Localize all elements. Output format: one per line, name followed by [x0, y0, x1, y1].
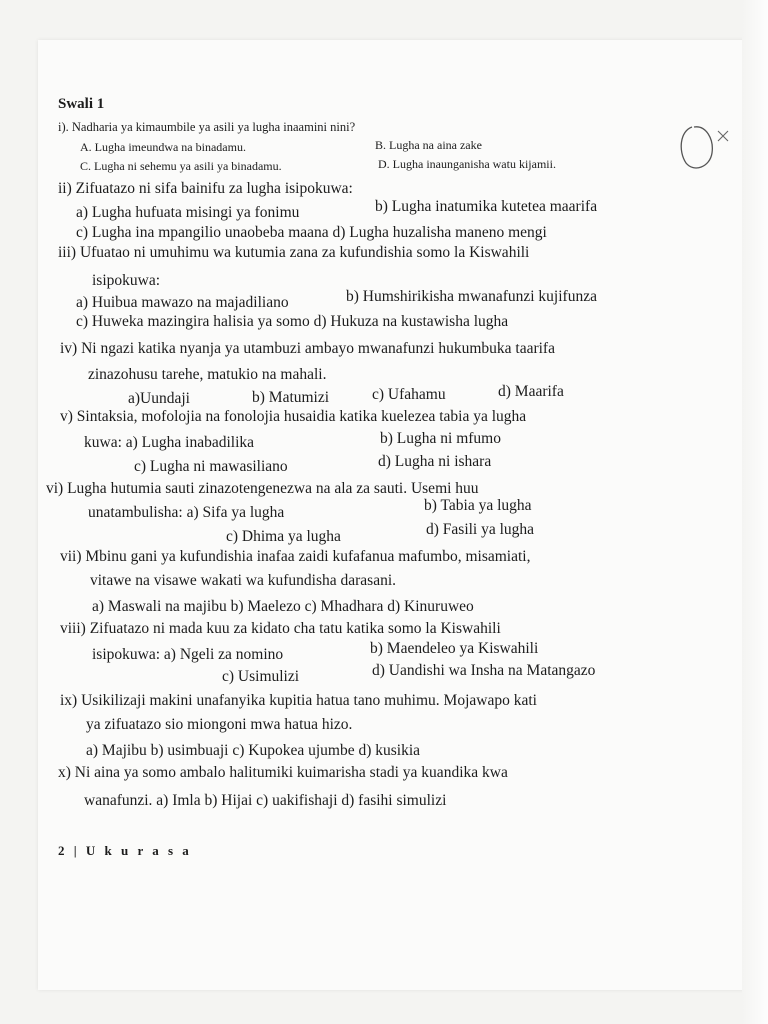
- q4-option-b: b) Matumizi: [252, 389, 330, 406]
- q1-option-c: C. Lugha ni sehemu ya asili ya binadamu.: [80, 159, 282, 173]
- question-4: iv) Ni ngazi katika nyanja ya utambuzi ambayo mwanafunzi hukumbuka taarifa: [60, 340, 555, 357]
- question-3-cont: isipokuwa:: [92, 272, 161, 289]
- q8-option-c: c) Usimulizi: [222, 668, 300, 685]
- q8-option-b: b) Maendeleo ya Kiswahili: [370, 640, 539, 657]
- question-8: viii) Zifuatazo ni mada kuu za kidato cha tatu katika somo la Kiswahili: [60, 620, 501, 637]
- q9-options: a) Majibu b) usimbuaji c) Kupokea ujumbe d) kusikia: [86, 742, 421, 759]
- q1-option-a: A. Lugha imeundwa na binadamu.: [80, 140, 246, 154]
- q2-option-a: a) Lugha hufuata misingi ya fonimu: [76, 204, 300, 221]
- pencil-mark-icon: [672, 117, 742, 175]
- q4-option-a: a)Uundaji: [128, 390, 190, 407]
- question-6-cont: unatambulisha: a) Sifa ya lugha: [88, 504, 285, 521]
- question-10: x) Ni aina ya somo ambalo halitumiki kuimarisha stadi ya kuandika kwa: [58, 764, 508, 781]
- q2-option-b: b) Lugha inatumika kutetea maarifa: [375, 198, 598, 215]
- question-8-cont: isipokuwa: a) Ngeli za nomino: [92, 646, 284, 663]
- question-10-cont: wanafunzi. a) Imla b) Hijai c) uakifishaji d) fasihi simulizi: [84, 792, 447, 809]
- q1-option-b: B. Lugha na aina zake: [375, 138, 482, 152]
- question-4-cont: zinazohusu tarehe, matukio na mahali.: [88, 366, 327, 383]
- page-footer: 2 | U k u r a s a: [58, 843, 192, 858]
- q6-option-d: d) Fasili ya lugha: [426, 521, 535, 538]
- question-3: iii) Ufuatao ni umuhimu wa kutumia zana za kufundishia somo la Kiswahili: [58, 244, 530, 261]
- q8-option-d: d) Uandishi wa Insha na Matangazo: [372, 662, 596, 679]
- section-title: Swali 1: [58, 96, 105, 112]
- question-2: ii) Zifuatazo ni sifa bainifu za lugha isipokuwa:: [58, 180, 353, 197]
- q5-option-d: d) Lugha ni ishara: [378, 453, 492, 470]
- q6-option-c: c) Dhima ya lugha: [226, 528, 341, 545]
- question-7-cont: vitawe na visawe wakati wa kufundisha darasani.: [90, 572, 397, 589]
- q3-option-b: b) Humshirikisha mwanafunzi kujifunza: [346, 288, 597, 305]
- question-7: vii) Mbinu gani ya kufundishia inafaa zaidi kufafanua mafumbo, misamiati,: [60, 548, 531, 565]
- question-6: vi) Lugha hutumia sauti zinazotengenezwa na ala za sauti. Usemi huu: [46, 480, 479, 497]
- q4-option-d: d) Maarifa: [498, 383, 564, 400]
- question-9: ix) Usikilizaji makini unafanyika kupitia hatua tano muhimu. Mojawapo kati: [60, 692, 537, 709]
- q7-options: a) Maswali na majibu b) Maelezo c) Mhadhara d) Kinuruweo: [92, 598, 474, 615]
- question-1: i). Nadharia ya kimaumbile ya asili ya lugha inaamini nini?: [58, 120, 356, 134]
- q1-option-d: D. Lugha inaunganisha watu kijamii.: [378, 157, 556, 171]
- q5-option-b: b) Lugha ni mfumo: [380, 430, 501, 447]
- q2-options-c-d: c) Lugha ina mpangilio unaobeba maana d) Lugha huzalisha maneno mengi: [76, 224, 547, 241]
- question-9-cont: ya zifuatazo sio miongoni mwa hatua hizo.: [86, 716, 353, 733]
- page-edge: [742, 0, 768, 1024]
- q3-option-a: a) Huibua mawazo na majadiliano: [76, 294, 289, 311]
- q3-options-c-d: c) Huweka mazingira halisia ya somo d) Hukuza na kustawisha lugha: [76, 313, 509, 330]
- question-5: v) Sintaksia, mofolojia na fonolojia husaidia katika kuelezea tabia ya lugha: [60, 408, 527, 425]
- q6-option-b: b) Tabia ya lugha: [424, 497, 532, 514]
- q4-option-c: c) Ufahamu: [372, 386, 446, 403]
- question-5-cont: kuwa: a) Lugha inabadilika: [84, 434, 255, 451]
- q5-option-c: c) Lugha ni mawasiliano: [134, 458, 288, 475]
